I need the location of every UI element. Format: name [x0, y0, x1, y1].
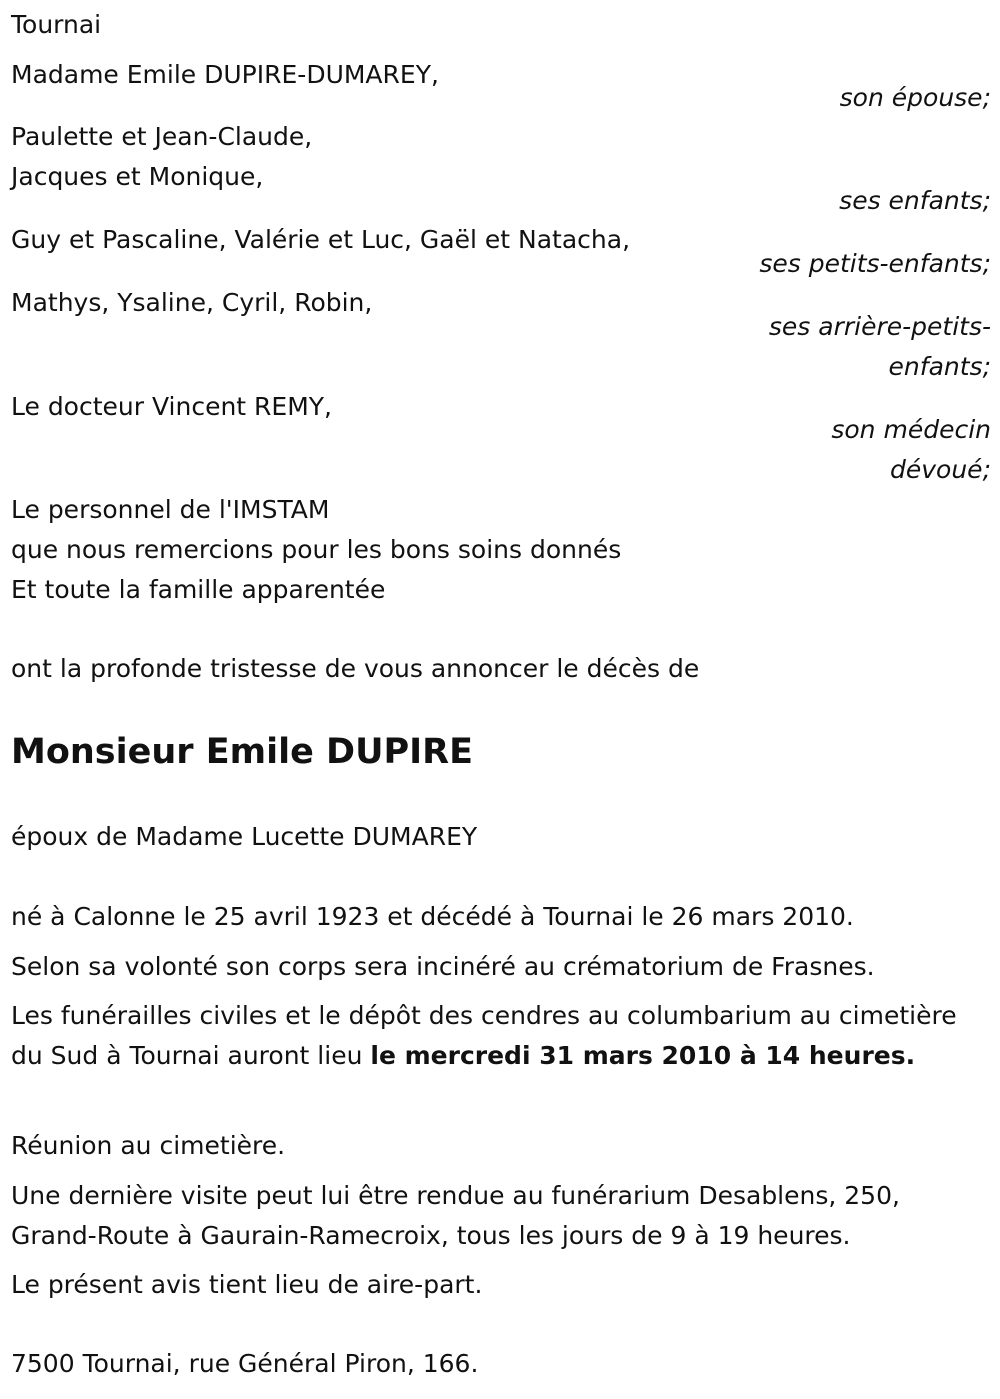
address-section [11, 1344, 991, 1384]
doctor-role-line-1: son médecin [831, 415, 991, 444]
deceased-name: Monsieur Emile DUPIRE [11, 732, 474, 772]
announcement-text: ont la profonde tristesse de vous annoncer le décès de [11, 654, 700, 683]
wife-role: son épouse; [839, 83, 991, 112]
great-grandchildren-names: Mathys, Ysaline, Cyril, Robin, [11, 288, 373, 317]
doctor-name: Le docteur Vincent REMY, [11, 392, 332, 421]
meeting-section [11, 1126, 991, 1166]
staff-section [11, 490, 991, 610]
staff-line-1: Le personnel de l'IMSTAM [11, 495, 330, 524]
announcement-section [11, 649, 991, 689]
city-text: Tournai [11, 10, 102, 39]
children-role-block [11, 181, 991, 221]
meeting-text: Réunion au cimetière. [11, 1131, 286, 1160]
funeral-section [11, 996, 971, 1076]
spouse-section [11, 817, 991, 857]
notice-text: Le présent avis tient lieu de aire-part. [11, 1270, 483, 1299]
great-grandchildren-role-line-2: enfants; [888, 352, 991, 381]
doctor-role-line-2: dévoué; [890, 455, 991, 484]
birth-death-text: né à Calonne le 25 avril 1923 et décédé à Tournai le 26 mars 2010. [11, 902, 854, 931]
children-line-2: Jacques et Monique, [11, 162, 264, 191]
staff-line-2: que nous remercions pour les bons soins donnés [11, 535, 622, 564]
grandchildren-role: ses petits-enfants; [759, 249, 991, 278]
visit-text: Une dernière visite peut lui être rendue au funérarium Desablens, 250, Grand-Route à Gaurain-Ramecroix, tous les jours de 9 à 19 heures. [11, 1181, 900, 1250]
grandchildren-role-block [11, 244, 991, 284]
doctor-role-block [11, 410, 991, 490]
wife-name: Madame Emile DUPIRE-DUMAREY, [11, 60, 439, 89]
city-heading [11, 5, 991, 45]
children-role: ses enfants; [839, 186, 991, 215]
staff-line-3: Et toute la famille apparentée [11, 575, 386, 604]
birth-death-section [11, 897, 991, 937]
notice-section [11, 1265, 991, 1305]
funeral-date: le mercredi 31 mars 2010 à 14 heures. [370, 1041, 916, 1070]
cremation-text: Selon sa volonté son corps sera incinéré au crématorium de Frasnes. [11, 952, 875, 981]
grandchildren-names: Guy et Pascaline, Valérie et Luc, Gaël et Natacha, [11, 225, 631, 254]
great-grandchildren-role-line-1: ses arrière-petits- [768, 312, 991, 341]
funeral-prefix: Les funérailles civiles et le dépôt des cendres au columbarium au cimetière du Sud à Tournai auront lieu [11, 1001, 957, 1070]
great-grandchildren-role-block [11, 307, 991, 387]
address-text: 7500 Tournai, rue Général Piron, 166. [11, 1349, 479, 1378]
spouse-line: époux de Madame Lucette DUMAREY [11, 822, 478, 851]
visit-section [11, 1176, 971, 1256]
deceased-section [11, 727, 991, 777]
funeral-paragraph [11, 996, 971, 1076]
wife-role-block [11, 78, 991, 118]
children-line-1: Paulette et Jean-Claude, [11, 122, 313, 151]
cremation-section [11, 947, 991, 987]
